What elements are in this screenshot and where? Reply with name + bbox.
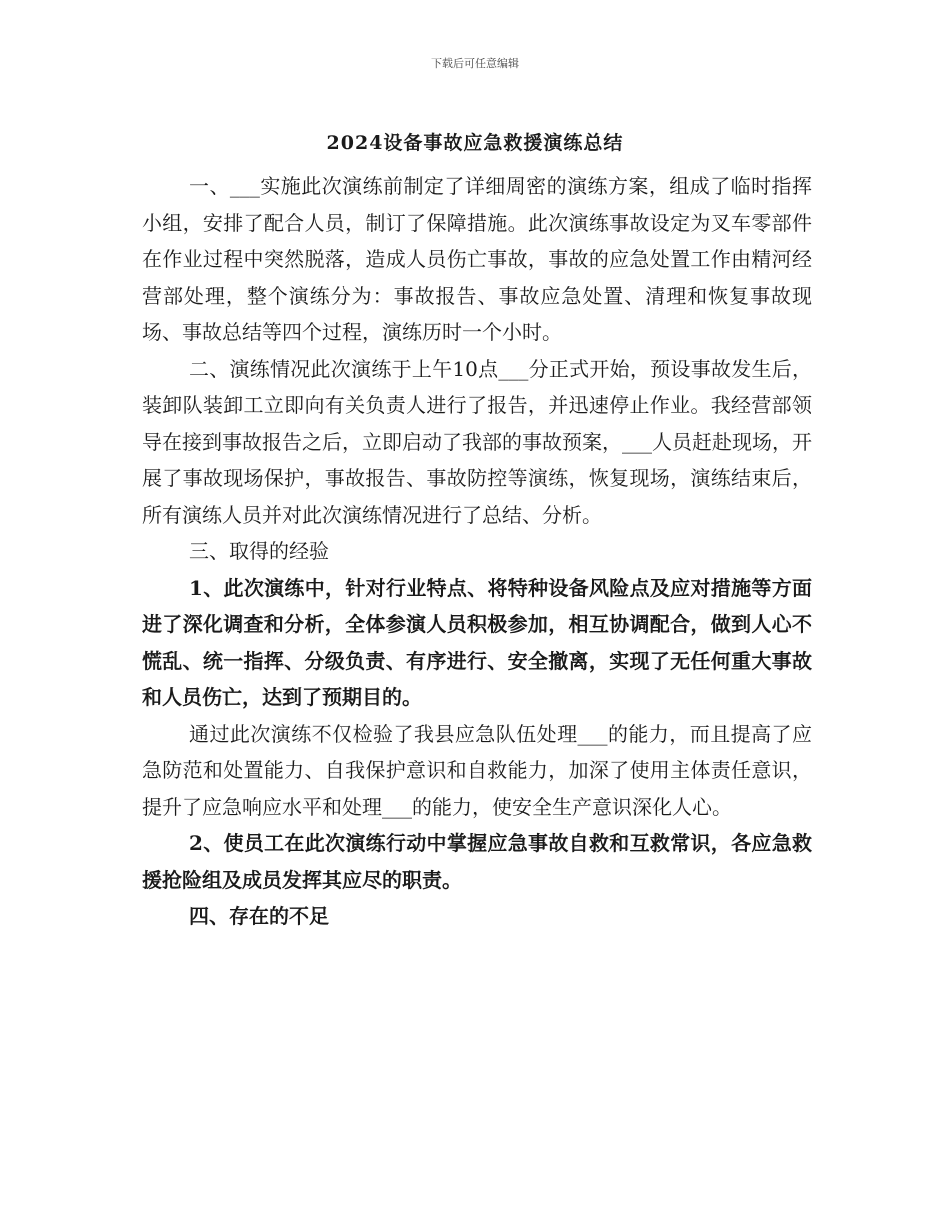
header-note: 下载后可任意编辑 [431,57,519,70]
document-title: 2024设备事故应急救援演练总结 [326,132,624,154]
paragraph-experience-2: 2、使员工在此次演练行动中掌握应急事故自救和互救常识，各应急救援抢险组及成员发挥其应尽的职责。 [142,831,812,892]
paragraph-drill-situation: 二、演练情况此次演练于上午10点___分正式开始，预设事故发生后，装卸队装卸工立即向有关负责人进行了报告，并迅速停止作业。我经营部领导在接到事故报告之后，立即启动了我部的事故预案，___人员赶赴现场，开展了事故现场保护，事故报告、事故防控等演练，恢复现场，演练结束后，所有演练人员并对此次演练情况进行了总结、分析。 [142,356,812,527]
paragraph-drill-results: 通过此次演练不仅检验了我县应急队伍处理___的能力，而且提高了应急防范和处置能力、自我保护意识和自救能力，加深了使用主体责任意识，提升了应急响应水平和处理___的能力，使安全生产意识深化人心。 [142,721,812,819]
section-heading-experience: 三、取得的经验 [189,539,329,563]
document-body [142,168,812,935]
section-heading-shortcomings: 四、存在的不足 [189,904,329,928]
paragraph-implementation: 一、___实施此次演练前制定了详细周密的演练方案，组成了临时指挥小组，安排了配合人员，制订了保障措施。此次演练事故设定为叉车零部件在作业过程中突然脱落，造成人员伤亡事故，事故的应急处置工作由精河经营部处理，整个演练分为：事故报告、事故应急处置、清理和恢复事故现场、事故总结等四个过程，演练历时一个小时。 [142,174,812,344]
paragraph-experience-1: 1、此次演练中，针对行业特点、将特种设备风险点及应对措施等方面进了深化调查和分析，全体参演人员积极参加，相互协调配合，做到人心不慌乱、统一指挥、分级负责、有序进行、安全撤离，实现了无任何重大事故和人员伤亡，达到了预期目的。 [142,575,812,709]
